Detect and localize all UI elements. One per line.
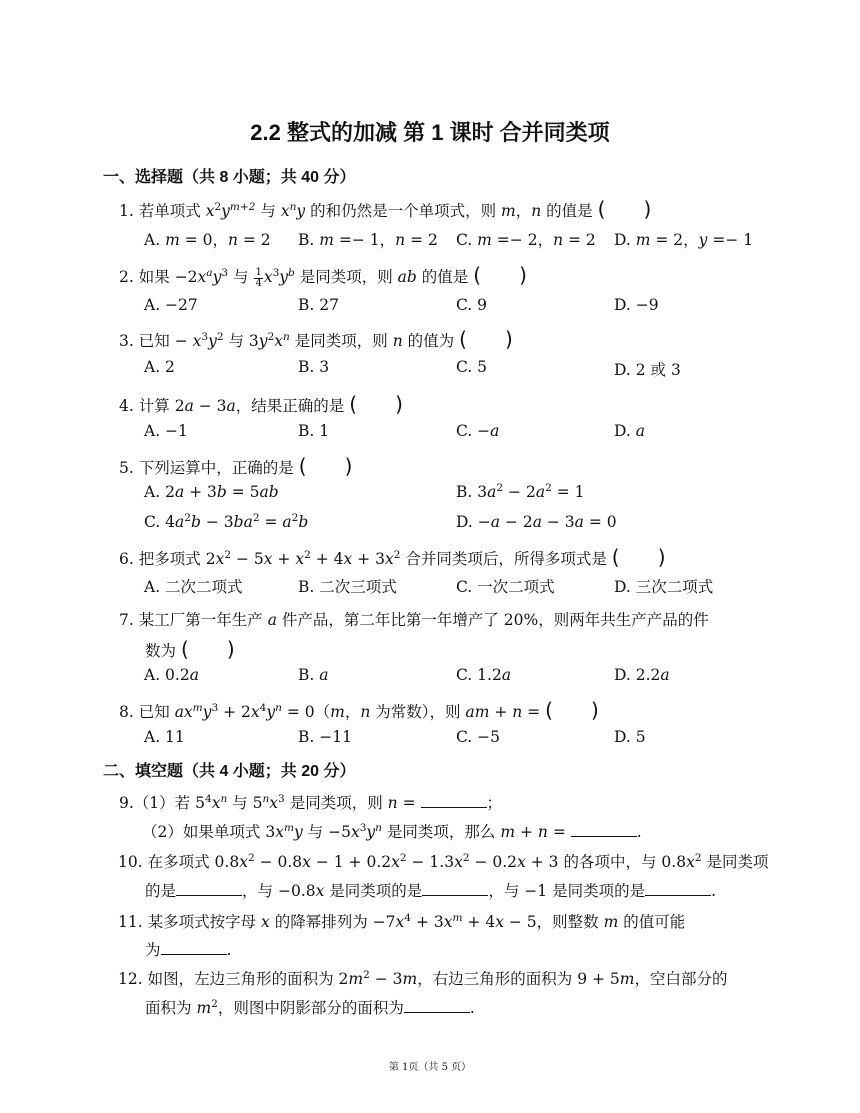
q5-option-a: A. 2a + 3b = 5ab [144, 483, 279, 501]
question-9-part-1: 9.（1）若 $5^4x^n$ 与 $5^nx^3$ 是同类项，则 n = ； [119, 793, 503, 812]
page-title: 2.2 整式的加减 第 1 课时 合并同类项 [250, 120, 610, 145]
q1-option-b: B. m =− 1，n = 2 [298, 231, 438, 249]
question-8: 8. 已知 $ax^my^3 + 2x^4y^n = 0(m$，n 为常数），则 am + n = ( ) [119, 698, 599, 722]
q4-option-c: C. −a [456, 422, 500, 440]
q5-option-b: B. $3a^2 - 2a^2 = 1$ [456, 482, 585, 501]
question-11-cont: 为 . [145, 941, 232, 959]
q7-option-a: A. 0.2a [144, 666, 199, 684]
q6-option-b: B. 二次三项式 [298, 578, 397, 596]
section-heading-fill: 二、填空题（共 4 小题；共 20 分） [103, 763, 356, 780]
question-12-cont: 面积为 $m^2$，则图中阴影部分的面积为 . [145, 998, 475, 1017]
question-6: 6. 把多项式 $2x^2 - 5x + x^2 + 4x + 3x^2$ 合并同类项后，所得多项式是 ( ) [119, 545, 666, 569]
page-footer: 第 1页（共 5 页） [388, 1062, 472, 1073]
question-2: 2. 如果 $-2x^ay^3$ 与 $\frac{1}{4}$ $x^3y^b$ 是同类项，则 ab 的值是 ( ) [119, 263, 527, 289]
question-12: 12. 如图，左边三角形的面积为 $2m^2 - 3m$，右边三角形的面积为 9 + 5m，空白部分的 [118, 969, 728, 988]
answer-blank[interactable] [404, 1000, 470, 1013]
question-9-part-2: （2）如果单项式 $3x^my$ 与 $-5x^3y^n$ 是同类项，那么 m + n = . [142, 822, 642, 841]
q7-option-b: B. a [298, 666, 329, 684]
q2-option-a: A. −27 [144, 296, 198, 314]
q7-option-c: C. 1.2a [456, 666, 512, 684]
q2-option-d: D. −9 [614, 296, 659, 314]
answer-blank[interactable] [571, 824, 637, 837]
question-1: 1. 若单项式 $x^2y^{m+2}$ 与 $x^ny$ 的和仍然是一个单项式，则 m，n 的值是 ( ) [119, 197, 652, 221]
q8-option-c: C. −5 [456, 728, 501, 746]
q5-option-c: C. $4a^2b - 3ba^2 = a^2b$ [144, 512, 309, 531]
answer-blank[interactable] [422, 883, 488, 896]
q8-option-b: B. −11 [298, 728, 352, 746]
q1-option-a: A. m = 0，n = 2 [144, 231, 271, 249]
section-heading-choice: 一、选择题（共 8 小题；共 40 分） [103, 169, 356, 186]
q1-option-d: D. m = 2，y =− 1 [614, 231, 754, 249]
q4-option-b: B. 1 [298, 422, 330, 440]
q4-option-a: A. −1 [144, 422, 188, 440]
answer-blank[interactable] [176, 883, 242, 896]
q8-option-a: A. 11 [144, 728, 185, 746]
answer-blank[interactable] [161, 942, 227, 955]
q5-option-d: D. −a − 2a − 3a = 0 [456, 513, 617, 531]
q6-option-c: C. 一次二项式 [456, 578, 555, 596]
q6-option-d: D. 三次二项式 [614, 578, 714, 596]
q3-option-c: C. 5 [456, 358, 488, 376]
q7-option-d: D. 2.2a [614, 666, 670, 684]
question-5: 5. 下列运算中，正确的是 ( ) [119, 454, 353, 478]
question-3: 3. 已知 − $x^3y^2$ 与 $3y^2x^n$ 是同类项，则 n 的值为 ( ) [119, 327, 513, 351]
q3-option-a: A. 2 [144, 358, 175, 376]
q3-option-d: D. 2 或 3 [614, 361, 681, 379]
q3-option-b: B. 3 [298, 358, 330, 376]
question-11: 11. 某多项式按字母 x 的降幂排列为 $-7x^4 + 3x^m + 4x - 5$，则整数 m 的值可能 [118, 912, 686, 931]
answer-blank[interactable] [421, 795, 487, 808]
q2-option-b: B. 27 [298, 296, 339, 314]
question-10: 10. 在多项式 $0.8x^2 - 0.8x - 1 + 0.2x^2 - 1.3x^2 - 0.2x + 3$ 的各项中，与 $0.8x^2$ 是同类项 [118, 852, 769, 871]
answer-blank[interactable] [645, 883, 711, 896]
question-10-cont: 的是 ，与 −0.8x 是同类项的是 ，与 −1 是同类项的是 . [145, 882, 717, 900]
q4-option-d: D. a [614, 422, 645, 440]
q6-option-a: A. 二次二项式 [144, 578, 243, 596]
question-4: 4. 计算 2a − 3a，结果正确的是 ( ) [119, 392, 403, 416]
q8-option-d: D. 5 [614, 728, 646, 746]
q1-option-c: C. m =− 2，n = 2 [456, 231, 596, 249]
question-7-cont: 数为 ( ) [145, 637, 235, 661]
q2-option-c: C. 9 [456, 296, 488, 314]
question-7: 7. 某工厂第一年生产 a 件产品，第二年比第一年增产了 20%，则两年共生产产品的件 [119, 611, 709, 629]
